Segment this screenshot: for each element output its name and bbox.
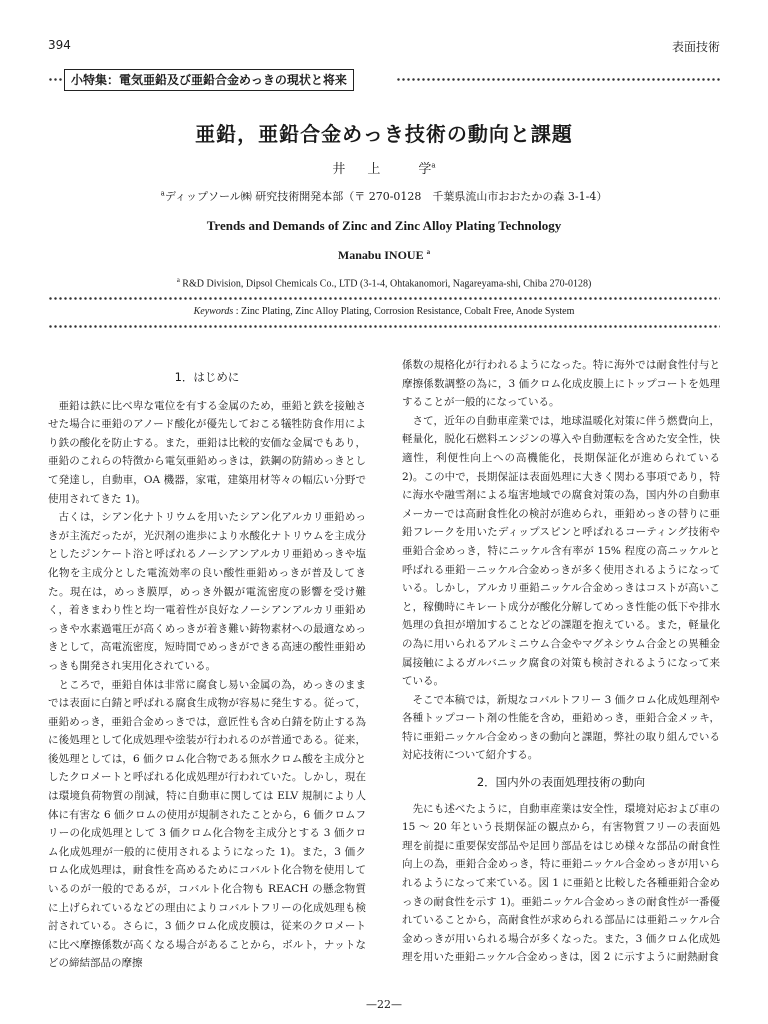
author-given-name-2: 学 (418, 162, 432, 177)
journal-name: 表面技術 (671, 40, 720, 54)
paragraph: さて，近年の自動車産業では，地球温暖化対策に伴う燃費向上，軽量化，脱化石燃料エンジンの導入や自動運転を含めた安全性，快適性，利便性向上への高機能化，長期保証化が進められている 2)。この中で，長期保証は表面処理に大きく関わる事項であり，特に海水や融雪剤による塩害地域での腐食対策の為，国内外の自動車メーカーでは高耐食性化の検討が進められ，亜鉛めっきの替りに亜鉛フレークを用いたディップスピンと呼ばれるコーティング技術や亜鉛合金めっき，特にニッケル含有率が 15% 程度の高ニッケルと呼ばれる亜鉛－ニッケル合金めっきが多く使用されるようになっている。しかし，アルカリ亜鉛ニッケル合金めっきはコストが高いこと，稼働時にキレート成分が酸化分解してめっき性能の低下や排水処理の負担が増加することなどの課題を抱えている。また，軽量化の為に用いられるアルミニウム合金やマグネシウム合金との異種金属接触によるガルバニック腐食の対策も検討されるようになって来ている。 (402, 414, 720, 688)
author-en-name: Manabu INOUE (337, 248, 424, 262)
paragraph: ところで，亜鉛自体は非常に腐食し易い金属の為，めっきのままでは表面に白錆と呼ばれる腐食生成物が容易に発生する。従って，亜鉛めっき，亜鉛合金めっきでは，意匠性も含め白錆を防止する為に後処理として化成処理や塗装が行われるのが普通である。従来，後処理としては，6 価クロム化合物である無水クロム酸を主成分としたクロメートと呼ばれる化成処理が行われていた。しかし，現在は環境負荷物質の削減，特に自動車に関しては ELV 規制により人体に有害な 6 価クロムの使用が規制されたことから，6 価クロムフリーの化成処理として 3 価クロム化合物を主成分とする 3 価クロム化成処理が一般的に使用されるようになった 1)。また，3 価クロム化成処理は，耐食性を高めるためにコバルト化合物を使用しているのが一般的であるが，コバルト化合物も REACH の懸念物質に上げられているなどの理由によりコバルトフリーの化成処理も検討されている。さらに，3 価クロム化成皮膜は，従来のクロメートに比べ摩擦係数が高くなる場合があることから，ボルト，ナットなどの締結部品の摩擦 (48, 678, 366, 970)
affiliation-ja (0, 188, 768, 204)
author-en (0, 248, 768, 263)
feature-banner-label: 小特集：電気亜鉛及び亜鉛合金めっきの現状と将来 (64, 69, 354, 91)
article-title-en: Trends and Demands of Zinc and Zinc Alloy Plating Technology (206, 218, 562, 233)
page-number: 394 (48, 38, 71, 52)
keywords (0, 306, 768, 317)
paragraph: そこで本稿では，新規なコバルトフリー 3 価クロム化成処理剤や各種トップコート剤の性能を含め，亜鉛めっき，亜鉛合金メッキ，特に亜鉛ニッケル合金めっきの動向と課題，弊社の取り組んでいる対応技術について紹介する。 (402, 693, 720, 762)
feature-banner (48, 68, 720, 92)
paragraph: 係数の規格化が行われるようになった。特に海外では耐食性付与と摩擦係数調整の為に，3 価クロム化成皮膜上にトップコートを処理することが一般的になっている。 (402, 359, 720, 409)
column-left (48, 368, 366, 973)
page-footer: —22— (366, 998, 402, 1011)
author-mark: a (431, 161, 436, 170)
keywords-text: : Zinc Plating, Zinc Alloy Plating, Corrosion Resistance, Cobalt Free, Anode System (233, 306, 575, 317)
affiliation-en (0, 276, 768, 289)
section-heading-2: 2．国内外の表面処理技術の動向 (476, 775, 646, 790)
article-title: 亜鉛，亜鉛合金めっき技術の動向と課題 (195, 122, 573, 146)
author-given-name-1: 上 (367, 162, 381, 177)
author-family-name: 井 (332, 162, 346, 177)
author-en-mark: a (426, 248, 431, 256)
paragraph: 亜鉛は鉄に比べ卑な電位を有する金属のため，亜鉛と鉄を接触させた場合に亜鉛のアノード酸化が優先しておこる犠牲防食作用により鉄の酸化を防止する。また，亜鉛は比較的安価な金属でもあり，亜鉛のこれらの特徴から電気亜鉛めっきは，鉄鋼の防錆めっきとして発達し，自動車，OA 機器，家電，建築用材等々の幅広い分野で使用されてきた 1)。 (48, 399, 366, 505)
banner-dots-right (396, 78, 720, 81)
affiliation-en-text: R&D Division, Dipsol Chemicals Co., LTD (3-1-4, Ohtakanomori, Nagareyama-shi, Chiba 270-0128) (182, 278, 592, 290)
divider-top (48, 297, 720, 300)
section-heading-1: 1．はじめに (174, 370, 240, 384)
paragraph: 先にも述べたように，自動車産業は安全性，環境対応および車の 15 ～ 20 年という長期保証の観点から，有害物質フリーの表面処理を前提に重要保安部品や足回り部品をはじめ様々な部品の耐食性向上の為，亜鉛合金めっき，特に亜鉛ニッケル合金めっきが用いられるようになって来ている。図 1 に亜鉛と比較した各種亜鉛合金めっきの耐食性を示す 1)。亜鉛ニッケル合金めっきの耐食性が一番優れていることから，高耐食性が求められる部品には亜鉛ニッケル合金めっきが用いられる場合が多くなった。また，3 価クロム化成処理を用いた亜鉛ニッケル合金めっきは，図 2 に示すように耐熱耐食 (402, 802, 720, 964)
affiliation-ja-text: ディップソール㈱ 研究技術開発本部（〒 270-0128 千葉県流山市おおたかの森 3-1-4） (164, 190, 608, 203)
affiliation-en-mark: a (176, 276, 180, 284)
column-right (402, 356, 720, 967)
divider-bottom (48, 325, 720, 328)
banner-dots-left (48, 78, 62, 81)
paragraph: 古くは，シアン化ナトリウムを用いたシアン化アルカリ亜鉛めっきが主流だったが，光沢剤の進歩により水酸化ナトリウムを主成分としたジンケート浴と呼ばれるノーシアンアルカリ亜鉛めっきや塩化物を主成分とした電流効率の良い酸性亜鉛めっきが普及してきた。現在は，めっき膜厚，めっき外観が電流密度の影響を受け難く，着きまわり性と均一電着性が良好なノーシアンアルカリ亜鉛めっきや水素過電圧が高くめっきが着き難い鋳物素材への最適なめっきとして，高電流密度，短時間でめっきができる高速の酸性亜鉛めっきも開発され実用化されている。 (48, 511, 366, 672)
keywords-label: Keywords (193, 306, 234, 317)
affiliation-mark: a (160, 189, 165, 198)
author-ja (0, 158, 768, 177)
